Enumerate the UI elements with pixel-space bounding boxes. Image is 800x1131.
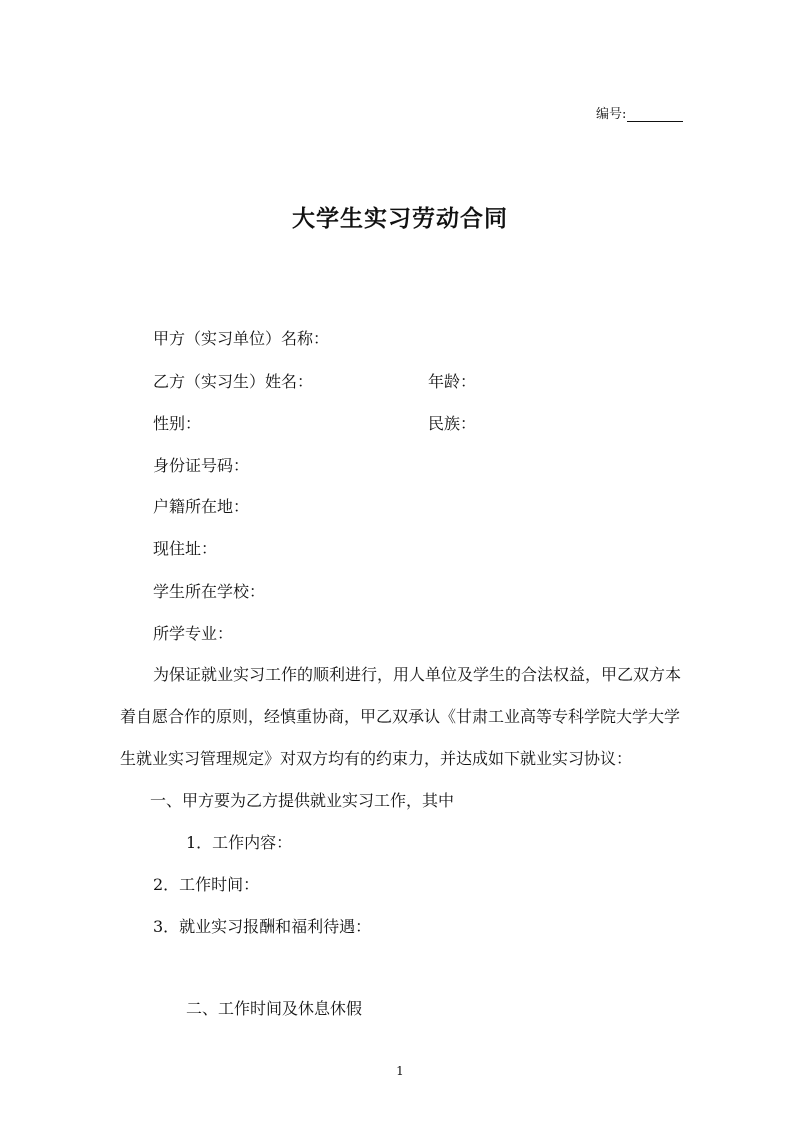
id-number-field: 身份证号码： [153, 456, 250, 475]
ethnicity-field: 民族： [428, 414, 477, 433]
current-address-field: 现住址： [153, 539, 218, 558]
page-number: 1 [396, 1064, 404, 1078]
party-a-name-field: 甲方（实习单位）名称： [153, 329, 330, 348]
section-1-item-2: 2．工作时间： [153, 875, 260, 894]
household-registration-field: 户籍所在地： [153, 497, 250, 516]
section-1-item-1: 1．工作内容： [186, 833, 293, 852]
school-field: 学生所在学校： [153, 582, 266, 601]
section-1-item-3: 3．就业实习报酬和福利待遇： [153, 917, 372, 936]
gender-field: 性别： [153, 414, 202, 433]
section-2-heading: 二、工作时间及休息休假 [186, 999, 363, 1018]
major-field: 所学专业： [153, 624, 234, 643]
preamble-line-1: 为保证就业实习工作的顺利进行，用人单位及学生的合法权益，甲乙双方本 [153, 665, 682, 684]
document-title: 大学生实习劳动合同 [292, 205, 508, 232]
serial-number-blank-line [627, 108, 683, 122]
preamble-line-2: 着自愿合作的原则，经慎重协商，甲乙双承认《甘肃工业高等专科学院大学大学 [120, 707, 681, 726]
serial-number-field [596, 103, 683, 122]
serial-number-label: 编号: [596, 107, 627, 122]
party-b-name-field: 乙方（实习生）姓名： [153, 372, 314, 391]
age-field: 年龄： [428, 372, 477, 391]
section-1-heading: 一、甲方要为乙方提供就业实习工作，其中 [150, 791, 455, 810]
preamble-line-3: 生就业实习管理规定》对双方均有的约束力，并达成如下就业实习协议： [120, 749, 633, 768]
